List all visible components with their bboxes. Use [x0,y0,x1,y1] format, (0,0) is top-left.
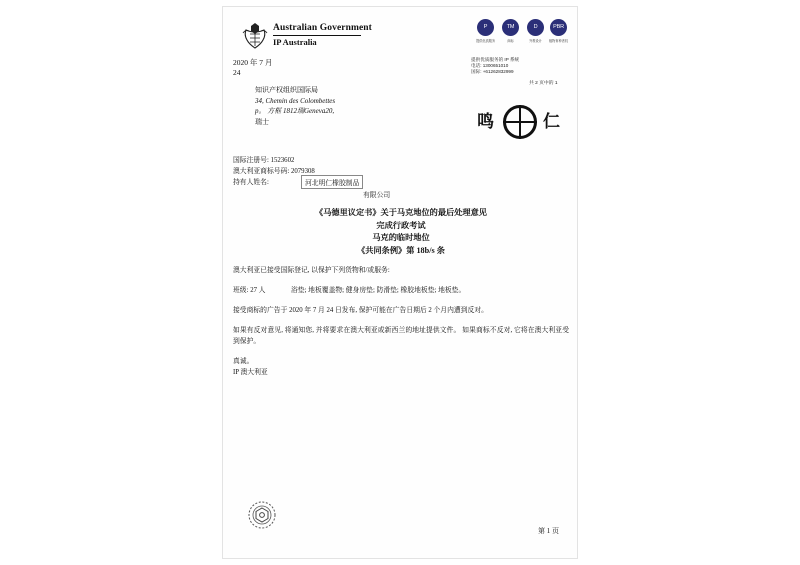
circular-seal-icon [247,500,277,530]
holder-name-label: 持有人姓名: [233,179,269,186]
goods-description: 浴垫; 地板覆盖物; 健身房垫; 防滑垫; 橡胶地板垫; 地板垫。 [291,287,466,294]
reference-row-international [233,155,443,166]
contact-phone: 电话: 1300651010 [471,63,509,69]
government-title: Australian Government [273,23,372,33]
international-reg-label: 国际注册号: [233,157,269,164]
badge-p: P [477,19,494,36]
contact-block [471,57,575,76]
footer-page-number: 第 1 页 [538,527,559,535]
class-value: 27 人 [250,287,266,294]
paragraph-advertisement: 接受商标的广告于 2020 年 7 月 24 日发布, 保护可能在广告日期后 2 个月内遭到反对。 [233,307,488,314]
letterhead-rule [273,35,361,36]
ink-stamp [471,103,567,151]
badge-pbr: PBR [550,19,567,36]
title-line-4: 《共同条例》第 18b/s 条 [357,245,445,255]
department-name: IP Australia [273,37,317,47]
class-label: 班级: [233,287,249,294]
service-badges [475,19,571,55]
australian-tm-label: 澳大利亚商标号码: [233,168,290,175]
stamp-left-character: 鸣 [477,112,494,131]
contact-fax: 国际: +61262832999 [471,69,514,75]
title-line-1: 《马德里议定书》关于马克地位的最后处理意见 [315,208,487,217]
badge-caption-tm: 商标 [507,39,514,43]
recipient-address [255,85,445,127]
international-reg-value: 1523602 [270,157,295,164]
holder-name-value: 河北明仁橡胶制品 [301,175,363,189]
scanned-letter [222,6,578,559]
title-line-2: 完成行政考试 [376,220,426,230]
badge-caption-d: 外观设计 [529,39,542,43]
closing-signatory: IP 澳大利亚 [233,369,268,376]
address-line-1: 知识产权组织国际局 [255,86,318,94]
letter-date-line2: 24 [233,68,241,77]
badge-d: D [527,19,544,36]
paragraph-objection: 如果有反对意见, 将通知您, 并将要求在澳大利亚或新西兰的地址提供文件。 如果商标不反对, 它将在澳大利亚受到保护。 [233,327,569,345]
goods-class-row [233,285,569,296]
page-of-label: 共 2 页中的 1 [529,81,558,86]
stamp-right-character: 仁 [543,112,560,131]
address-line-4: 瑞士 [255,117,269,126]
holder-name-suffix: 有限公司 [363,192,391,199]
letter-title-block [223,207,578,257]
letter-date-line1: 2020 年 7 月 [233,58,273,67]
badge-caption-pbr: 植物育种者权 [548,39,569,43]
closing-salutation: 真诚。 [233,358,254,365]
contact-heading: 提供优质服务的 IP 系统 [471,57,520,62]
badge-caption-p: 提供优质服务 [475,39,496,43]
title-line-3: 马克的临时地位 [372,233,430,242]
signature-block [233,356,569,378]
address-line-2: 34, Chemin des Colombettes [255,96,336,105]
paragraph-intro: 澳大利亚已接受国际登记, 以保护下列货物和/或服务: [233,267,390,274]
letter-body [233,265,569,378]
address-line-3: p。 方框 1812瑞Geneva20, [255,107,335,115]
australian-tm-value: 2079308 [290,168,315,175]
class-label-value [233,285,285,296]
australian-coat-of-arms-icon [241,21,269,51]
globe-stamp-icon [503,105,537,139]
badge-tm: TM [502,19,519,36]
